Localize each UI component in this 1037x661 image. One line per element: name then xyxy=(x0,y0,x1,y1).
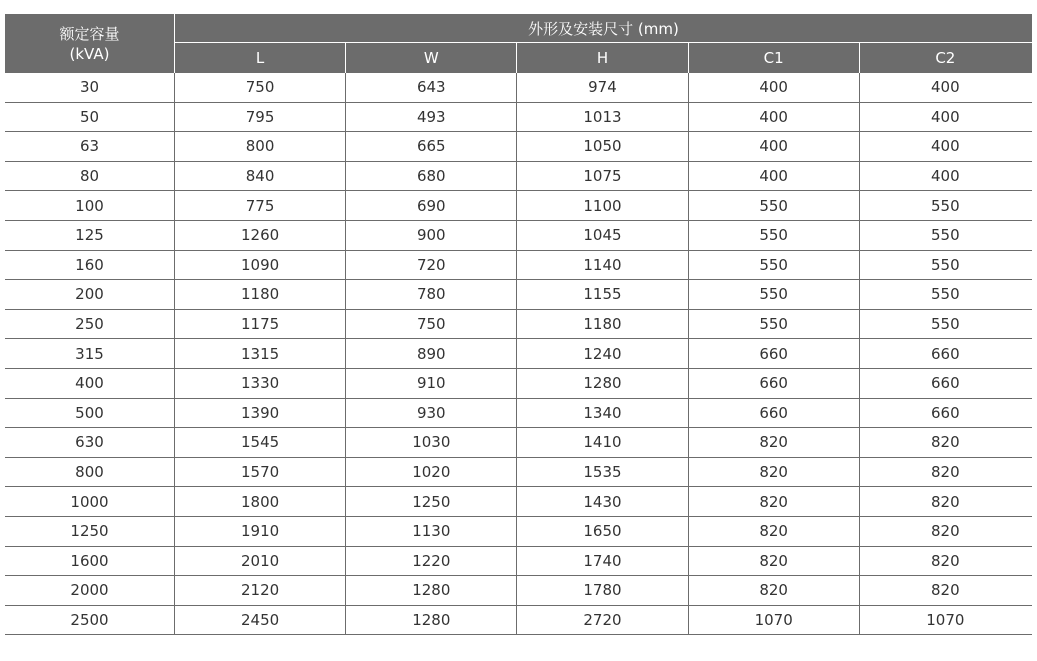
c1-cell: 820 xyxy=(689,487,860,516)
c1-cell: 820 xyxy=(689,576,860,605)
table-row xyxy=(5,517,1032,547)
capacity-cell: 100 xyxy=(5,191,175,220)
l-cell: 1545 xyxy=(175,428,346,457)
c1-cell: 400 xyxy=(689,162,860,191)
capacity-header xyxy=(5,14,175,73)
h-cell: 1180 xyxy=(517,310,688,339)
c2-cell: 660 xyxy=(931,344,960,363)
w-cell: 1220 xyxy=(346,547,517,576)
table-row xyxy=(5,103,1032,133)
h-cell: 1535 xyxy=(517,458,688,487)
column-header-c2: C2 xyxy=(935,49,956,67)
c1-cell: 820 xyxy=(689,547,860,576)
table-row xyxy=(5,487,1032,517)
w-cell: 1130 xyxy=(346,517,517,546)
w-cell: 780 xyxy=(346,280,517,309)
c2-cell: 550 xyxy=(931,285,960,304)
c1-cell: 550 xyxy=(689,221,860,250)
table-row xyxy=(5,606,1032,636)
table-row xyxy=(5,339,1032,369)
capacity-cell: 30 xyxy=(5,73,175,102)
capacity-cell: 2500 xyxy=(5,606,175,635)
capacity-cell: 315 xyxy=(5,339,175,368)
h-cell: 1650 xyxy=(517,517,688,546)
l-cell: 2450 xyxy=(175,606,346,635)
w-cell: 750 xyxy=(346,310,517,339)
l-cell: 1910 xyxy=(175,517,346,546)
h-cell: 1155 xyxy=(517,280,688,309)
l-cell: 1390 xyxy=(175,399,346,428)
table-row xyxy=(5,251,1032,281)
table-row xyxy=(5,428,1032,458)
dimensions-group-label: 外形及安装尺寸 (mm) xyxy=(528,19,679,38)
capacity-cell: 630 xyxy=(5,428,175,457)
column-header-w: W xyxy=(346,43,517,73)
dimension-column-headers xyxy=(175,43,1032,73)
w-cell: 1250 xyxy=(346,487,517,516)
w-cell: 690 xyxy=(346,191,517,220)
c2-cell: 1070 xyxy=(926,610,965,629)
c2-cell: 400 xyxy=(931,137,960,156)
h-cell: 1340 xyxy=(517,399,688,428)
c1-cell: 820 xyxy=(689,458,860,487)
c1-cell: 550 xyxy=(689,310,860,339)
c1-cell: 660 xyxy=(689,339,860,368)
table-row xyxy=(5,162,1032,192)
l-cell: 775 xyxy=(175,191,346,220)
c2-cell: 820 xyxy=(931,581,960,600)
capacity-cell: 800 xyxy=(5,458,175,487)
c2-cell: 550 xyxy=(931,315,960,334)
l-cell: 750 xyxy=(175,73,346,102)
table-row xyxy=(5,73,1032,103)
capacity-cell: 1250 xyxy=(5,517,175,546)
l-cell: 800 xyxy=(175,132,346,161)
w-cell: 1280 xyxy=(346,606,517,635)
capacity-cell: 125 xyxy=(5,221,175,250)
c1-cell: 550 xyxy=(689,191,860,220)
table-row xyxy=(5,280,1032,310)
l-cell: 1180 xyxy=(175,280,346,309)
table-row xyxy=(5,576,1032,606)
c1-cell: 550 xyxy=(689,280,860,309)
c1-cell: 820 xyxy=(689,517,860,546)
c1-cell: 550 xyxy=(689,251,860,280)
table-row xyxy=(5,310,1032,340)
l-cell: 1570 xyxy=(175,458,346,487)
c2-cell: 400 xyxy=(931,107,960,126)
c1-cell: 400 xyxy=(689,103,860,132)
c2-cell: 550 xyxy=(931,226,960,245)
capacity-cell: 1600 xyxy=(5,547,175,576)
h-cell: 1045 xyxy=(517,221,688,250)
h-cell: 1100 xyxy=(517,191,688,220)
l-cell: 1800 xyxy=(175,487,346,516)
column-header-l: L xyxy=(175,43,346,73)
c2-cell: 820 xyxy=(931,492,960,511)
capacity-cell: 200 xyxy=(5,280,175,309)
c1-cell: 660 xyxy=(689,369,860,398)
h-cell: 1430 xyxy=(517,487,688,516)
h-cell: 1075 xyxy=(517,162,688,191)
dimensions-table xyxy=(5,14,1032,635)
capacity-cell: 400 xyxy=(5,369,175,398)
table-row xyxy=(5,547,1032,577)
c2-cell: 400 xyxy=(931,167,960,186)
capacity-cell: 2000 xyxy=(5,576,175,605)
capacity-header-label: 额定容量 xyxy=(59,24,120,43)
table-row xyxy=(5,191,1032,221)
w-cell: 680 xyxy=(346,162,517,191)
w-cell: 1030 xyxy=(346,428,517,457)
dimensions-group-header xyxy=(175,14,1032,43)
table-row xyxy=(5,399,1032,429)
w-cell: 900 xyxy=(346,221,517,250)
c2-cell: 820 xyxy=(931,463,960,482)
c2-cell: 550 xyxy=(931,255,960,274)
w-cell: 643 xyxy=(346,73,517,102)
l-cell: 1330 xyxy=(175,369,346,398)
c2-cell: 550 xyxy=(931,196,960,215)
table-row xyxy=(5,458,1032,488)
w-cell: 720 xyxy=(346,251,517,280)
capacity-cell: 63 xyxy=(5,132,175,161)
c1-cell: 400 xyxy=(689,73,860,102)
h-cell: 1240 xyxy=(517,339,688,368)
l-cell: 2010 xyxy=(175,547,346,576)
l-cell: 795 xyxy=(175,103,346,132)
h-cell: 1050 xyxy=(517,132,688,161)
capacity-header-unit: (kVA) xyxy=(69,44,110,63)
l-cell: 1090 xyxy=(175,251,346,280)
c1-cell: 820 xyxy=(689,428,860,457)
h-cell: 1740 xyxy=(517,547,688,576)
h-cell: 974 xyxy=(517,73,688,102)
w-cell: 890 xyxy=(346,339,517,368)
table-body xyxy=(5,73,1032,635)
c2-cell: 820 xyxy=(931,522,960,541)
h-cell: 1140 xyxy=(517,251,688,280)
c2-cell: 660 xyxy=(931,374,960,393)
l-cell: 840 xyxy=(175,162,346,191)
column-header-c1: C1 xyxy=(689,43,860,73)
capacity-cell: 250 xyxy=(5,310,175,339)
table-row xyxy=(5,369,1032,399)
w-cell: 665 xyxy=(346,132,517,161)
c1-cell: 400 xyxy=(689,132,860,161)
column-header-h: H xyxy=(517,43,688,73)
table-row xyxy=(5,221,1032,251)
c2-cell: 820 xyxy=(931,551,960,570)
l-cell: 1260 xyxy=(175,221,346,250)
h-cell: 1280 xyxy=(517,369,688,398)
table-header xyxy=(5,14,1032,73)
w-cell: 493 xyxy=(346,103,517,132)
c1-cell: 660 xyxy=(689,399,860,428)
w-cell: 1280 xyxy=(346,576,517,605)
h-cell: 1013 xyxy=(517,103,688,132)
c1-cell: 1070 xyxy=(689,606,860,635)
l-cell: 1175 xyxy=(175,310,346,339)
table-row xyxy=(5,132,1032,162)
c2-cell: 660 xyxy=(931,403,960,422)
capacity-cell: 160 xyxy=(5,251,175,280)
h-cell: 1410 xyxy=(517,428,688,457)
l-cell: 2120 xyxy=(175,576,346,605)
l-cell: 1315 xyxy=(175,339,346,368)
h-cell: 2720 xyxy=(517,606,688,635)
w-cell: 930 xyxy=(346,399,517,428)
h-cell: 1780 xyxy=(517,576,688,605)
c2-cell: 400 xyxy=(931,78,960,97)
w-cell: 910 xyxy=(346,369,517,398)
capacity-cell: 500 xyxy=(5,399,175,428)
capacity-cell: 80 xyxy=(5,162,175,191)
c2-cell: 820 xyxy=(931,433,960,452)
capacity-cell: 50 xyxy=(5,103,175,132)
capacity-cell: 1000 xyxy=(5,487,175,516)
w-cell: 1020 xyxy=(346,458,517,487)
